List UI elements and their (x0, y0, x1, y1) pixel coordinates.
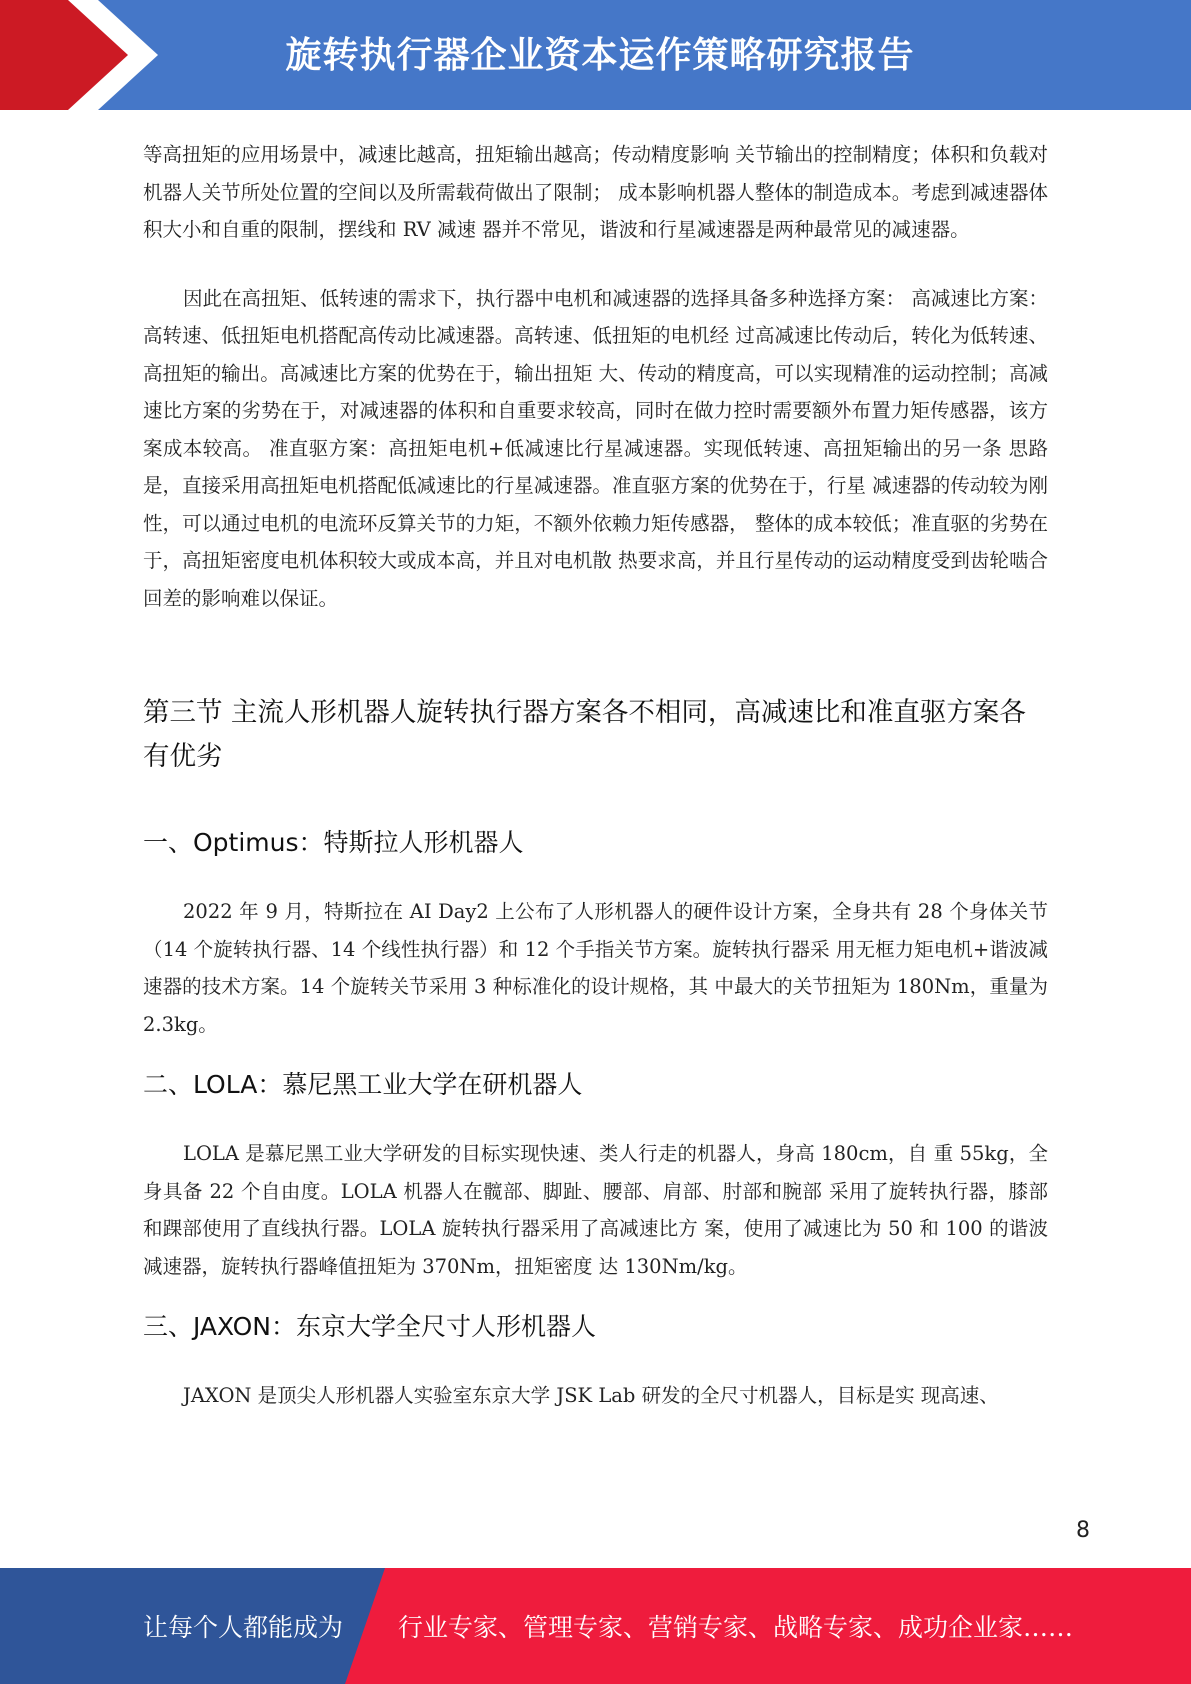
subsection-title-optimus: 一、Optimus：特斯拉人形机器人 (143, 828, 524, 857)
page-number: 8 (1076, 1518, 1090, 1543)
subsection-text-jaxon: JAXON 是顶尖人形机器人实验室东京大学 JSK Lab 研发的全尺寸机器人，目标是实 现高速、 (183, 1384, 999, 1407)
page-content (143, 136, 1048, 1415)
page-header (0, 0, 1191, 110)
body-paragraph-2: 因此在高扭矩、低转速的需求下，执行器中电机和减速器的选择具备多种选择方案： 高减速比方案：高转速、低扭矩电机搭配高传动比减速器。高转速、低扭矩的电机经 过高减速比传动后，转化为低转速、高扭矩的输出。高减速比方案的优势在于，输出扭矩 大、传动的精度高，可以实现精准的运动控制；高减速比方案的劣势在于，对减速器的体积和自重要求较高，同时在做力控时需要额外布置力矩传感器，该方案成本较高。 准直驱方案：高扭矩电机+低减速比行星减速器。实现低转速、高扭矩输出的另一条 思路是，直接采用高扭矩电机搭配低减速比的行星减速器。准直驱方案的优势在于，行星 减速器的传动较为刚性，可以通过电机的电流环反算关节的力矩，不额外依赖力矩传感器， 整体的成本较低；准直驱的劣势在于，高扭矩密度电机体积较大或成本高，并且对电机散 热要求高，并且行星传动的运动精度受到齿轮啮合回差的影响难以保证。 (143, 286, 1048, 610)
footer-slogan-right: 行业专家、管理专家、营销专家、战略专家、成功企业家…… (398, 1613, 1074, 1642)
subsection-text-optimus: 2022 年 9 月，特斯拉在 AI Day2 上公布了人形机器人的硬件设计方案，全身共有 28 个身体关节（14 个旋转执行器、14 个线性执行器）和 12 个手指关节方案。旋转执行器采 用无框力矩电机+谐波减速器的技术方案。14 个旋转关节采用 3 种标准化的设计规格，其 中最大的关节扭矩为 180Nm，重量为 2.3kg。 (143, 900, 1048, 1036)
report-title: 旋转执行器企业资本运作策略研究报告 (285, 34, 915, 76)
subsection-text-lola: LOLA 是慕尼黑工业大学研发的目标实现快速、类人行走的机器人，身高 180cm，自 重 55kg，全身具备 22 个自由度。LOLA 机器人在髋部、脚趾、腰部、肩部、肘部和腕部 采用了旋转执行器，膝部和踝部使用了直线执行器。LOLA 旋转执行器采用了高减速比方 案，使用了减速比为 50 和 100 的谐波减速器，旋转执行器峰值扭矩为 370Nm，扭矩密度 达 130Nm/kg。 (143, 1142, 1048, 1278)
page-footer (0, 1568, 1191, 1684)
footer-slogan-left: 让每个人都能成为 (143, 1613, 344, 1642)
body-paragraph-1: 等高扭矩的应用场景中，减速比越高，扭矩输出越高；传动精度影响 关节输出的控制精度；体积和负载对机器人关节所处位置的空间以及所需载荷做出了限制； 成本影响机器人整体的制造成本。考虑到减速器体积大小和自重的限制，摆线和 RV 减速 器并不常见，谐波和行星减速器是两种最常见的减速器。 (143, 143, 1048, 241)
subsection-title-jaxon: 三、JAXON：东京大学全尺寸人形机器人 (143, 1312, 596, 1341)
section-title: 第三节 主流人形机器人旋转执行器方案各不相同，高减速比和准直驱方案各有优劣 (143, 697, 1026, 772)
subsection-title-lola: 二、LOLA：慕尼黑工业大学在研机器人 (143, 1070, 583, 1099)
